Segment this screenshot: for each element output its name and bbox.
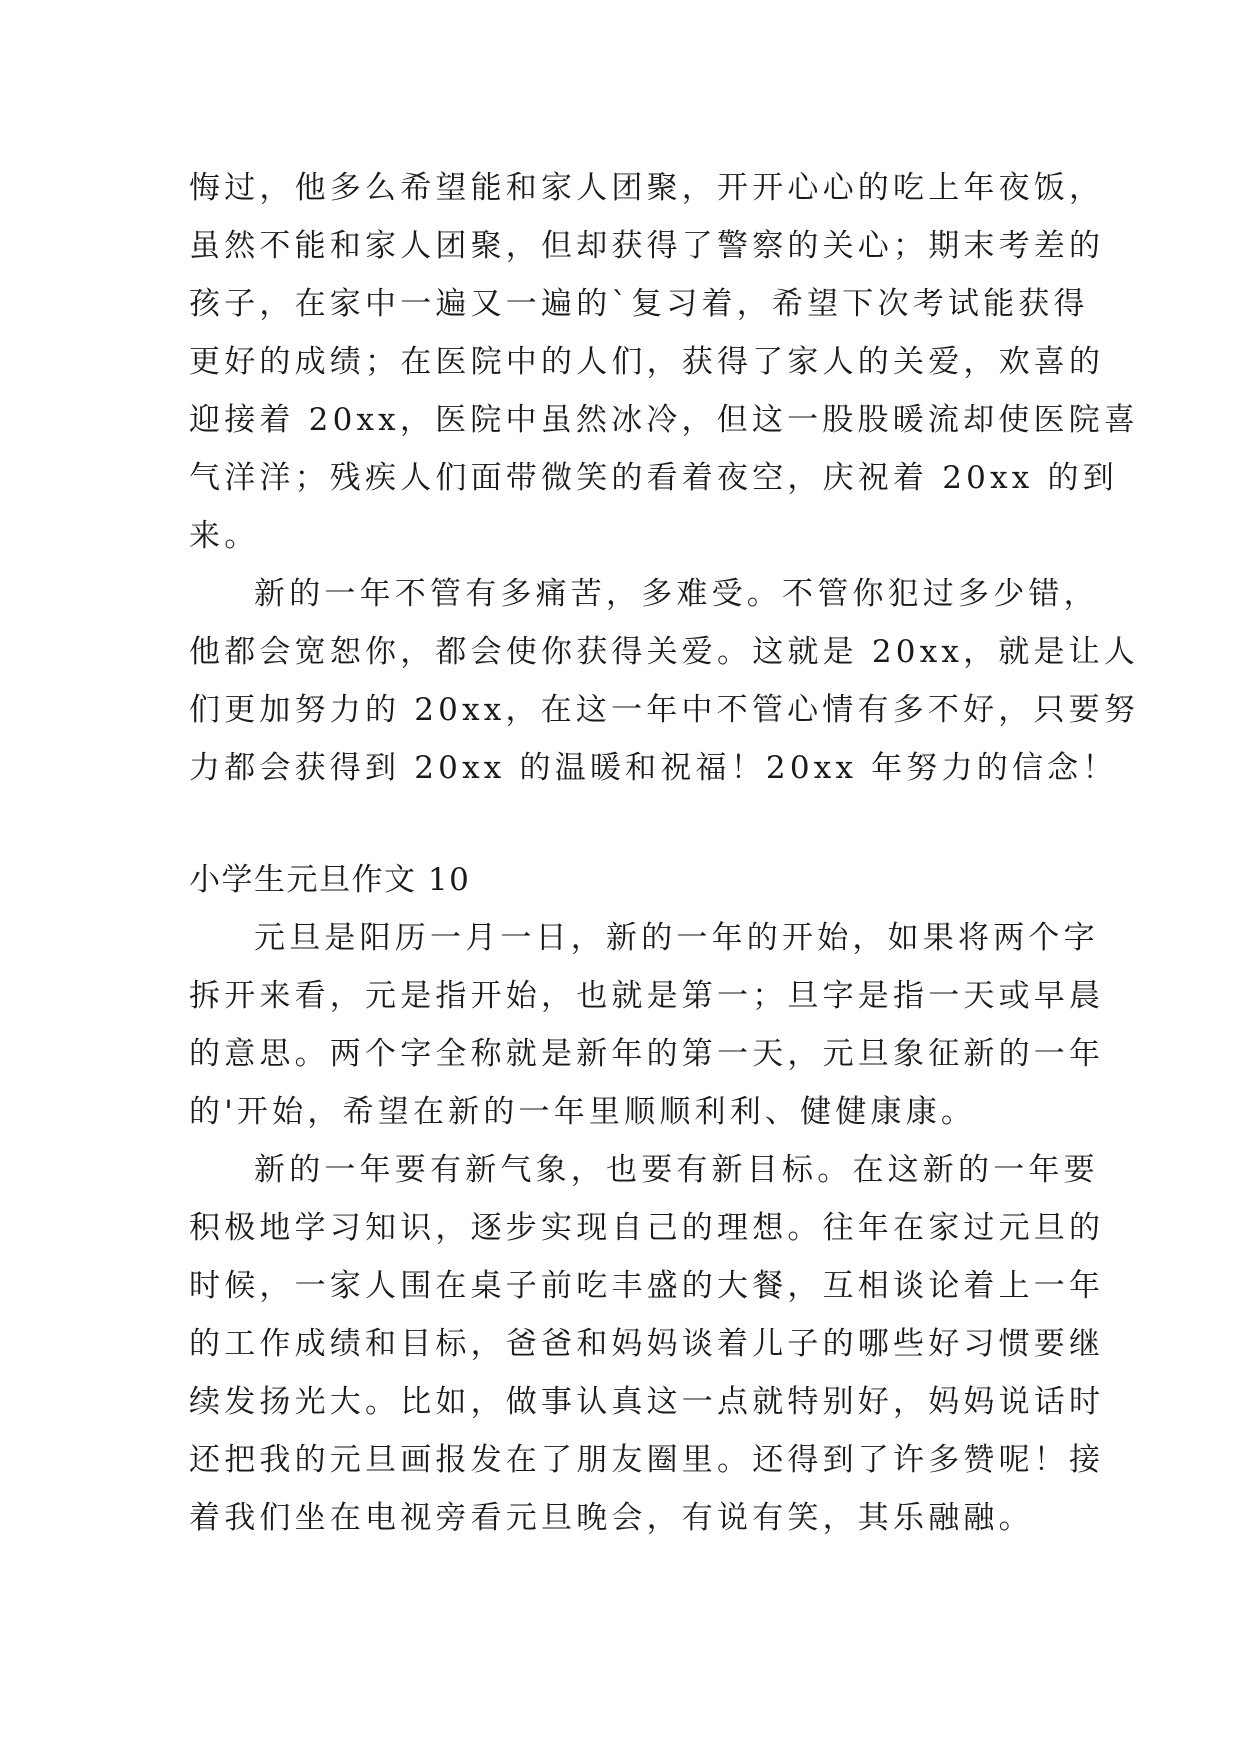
text-line: 迎接着 20xx，医院中虽然冰冷，但这一股股暖流却使医院喜	[189, 402, 1140, 438]
text-line: 悔过，他多么希望能和家人团聚，开开心心的吃上年夜饭，	[189, 170, 1105, 206]
text-line: 孩子，在家中一遍又一遍的`复习着，希望下次考试能获得	[189, 286, 1089, 322]
text-line: 积极地学习知识，逐步实现自己的理想。往年在家过元旦的	[189, 1210, 1105, 1246]
text-line: 着我们坐在电视旁看元旦晚会，有说有笑，其乐融融。	[189, 1500, 1034, 1536]
text-line: 他都会宽恕你，都会使你获得关爱。这就是 20xx，就是让人	[189, 634, 1140, 670]
text-line: 新的一年不管有多痛苦，多难受。不管你犯过多少错，	[254, 576, 1099, 612]
text-line: 气洋洋；残疾人们面带微笑的看着夜空，庆祝着 20xx 的到	[189, 460, 1118, 496]
text-line: 来。	[189, 518, 260, 554]
section-title: 小学生元旦作文 10	[189, 862, 471, 898]
text-line: 的'开始，希望在新的一年里顺顺利利、健健康康。	[189, 1094, 977, 1130]
text-line: 续发扬光大。比如，做事认真这一点就特别好，妈妈说话时	[189, 1384, 1105, 1420]
text-line: 时候，一家人围在桌子前吃丰盛的大餐，互相谈论着上一年	[189, 1268, 1105, 1304]
text-line: 的意思。两个字全称就是新年的第一天，元旦象征新的一年	[189, 1036, 1105, 1072]
text-line: 的工作成绩和目标，爸爸和妈妈谈着儿子的哪些好习惯要继	[189, 1326, 1105, 1362]
text-line: 们更加努力的 20xx，在这一年中不管心情有多不好，只要努	[189, 692, 1140, 728]
text-line: 元旦是阳历一月一日，新的一年的开始，如果将两个字	[254, 920, 1099, 956]
text-line: 拆开来看，元是指开始，也就是第一；旦字是指一天或早晨	[189, 978, 1105, 1014]
text-line: 更好的成绩；在医院中的人们，获得了家人的关爱，欢喜的	[189, 344, 1105, 380]
text-line: 新的一年要有新气象，也要有新目标。在这新的一年要	[254, 1152, 1099, 1188]
text-line: 虽然不能和家人团聚，但却获得了警察的关心；期末考差的	[189, 228, 1105, 264]
text-line: 还把我的元旦画报发在了朋友圈里。还得到了许多赞呢！接	[189, 1442, 1105, 1478]
text-line: 力都会获得到 20xx 的温暖和祝福！20xx 年努力的信念！	[189, 750, 1118, 786]
